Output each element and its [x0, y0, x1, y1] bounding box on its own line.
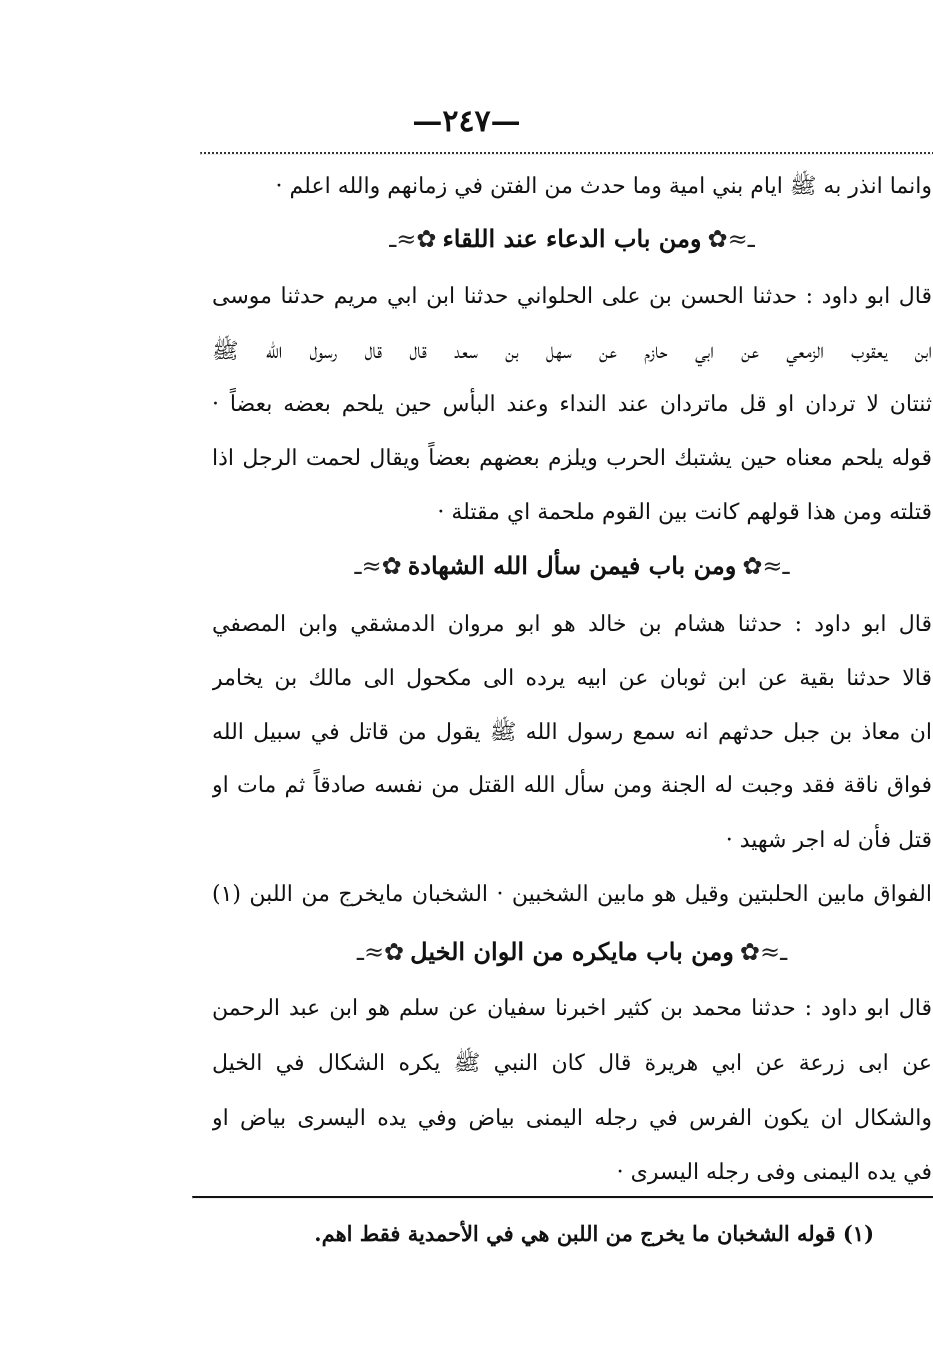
footnote: (١) قوله الشخبان ما يخرج من اللبن هي في الأحمدية فقط اهم. — [314, 1221, 874, 1246]
ornament-right-icon: ـ≈✿ — [707, 225, 755, 253]
ornament-right-icon: ـ≈✿ — [742, 552, 790, 580]
text-line: فواق ناقة فقد وجبت له الجنة ومن سأل الله القتل من نفسه صادقاً ثم مات او — [212, 773, 932, 798]
text-line: ثنتان لا تردان او قل ماتردان عند النداء وعند البأس حين يلحم بعضه بعضاً · — [212, 392, 932, 417]
section-title: ومن باب الدعاء عند اللقاء — [442, 224, 702, 253]
text-line: عن ابى زرعة عن ابي هريرة قال كان النبي ﷺ يكره الشكال في الخيل — [212, 1051, 932, 1076]
text-line: قال ابو داود : حدثنا الحسن بن على الحلواني حدثنا ابن ابي مريم حدثنا موسى — [212, 284, 932, 309]
text-line: ان معاذ بن جبل حدثهم انه سمع رسول الله ﷺ يقول من قاتل في سبيل الله — [212, 720, 932, 745]
text-line: ابن يعقوب الزمعي عن ابي حازم عن سهل بن سعد قال قال رسول الله ﷺ — [212, 339, 932, 364]
section-title: ومن باب فيمن سأل الله الشهادة — [407, 551, 737, 580]
text-line: والشكال ان يكون الفرس في رجله اليمنى بياض وفي يده اليسرى بياض او — [212, 1106, 932, 1131]
text-line: قتلته ومن هذا قولهم كانت بين القوم ملحمة اي مقتلة · — [437, 500, 932, 525]
ornament-left-icon: ✿≈ـ — [389, 225, 437, 253]
text-line: قتل فأن له اجر شهيد · — [725, 828, 932, 853]
section-heading — [212, 932, 932, 974]
section-heading — [212, 219, 932, 261]
section-title: ومن باب مايكره من الوان الخيل — [410, 937, 734, 966]
text-line: قال ابو داود : حدثنا هشام بن خالد هو ابو مروان الدمشقي وابن المصفي — [212, 612, 932, 637]
text-line: الفواق مابين الحلبتين وقيل هو مابين الشخبين · الشخبان مايخرج من اللبن (١) — [212, 882, 932, 907]
header-dotted-rule — [200, 152, 933, 155]
ornament-left-icon: ✿≈ـ — [356, 938, 405, 966]
footnote-divider — [192, 1196, 933, 1199]
text-line: قوله يلحم معناه حين يشتبك الحرب ويلزم بعضهم بعضاً ويقال لحمت الرجل اذا — [212, 446, 932, 471]
text-line: قال ابو داود : حدثنا محمد بن كثير اخبرنا سفيان عن سلم هو ابن عبد الرحمن — [212, 996, 932, 1021]
text-line: وانما انذر به ﷺ ايام بني امية وما حدث من الفتن في زمانهم والله اعلم · — [275, 174, 932, 199]
page-number: —٢٤٧— — [412, 104, 521, 139]
text-line: في يده اليمنى وفى رجله اليسرى · — [616, 1160, 932, 1185]
ornament-right-icon: ـ≈✿ — [739, 938, 788, 966]
ornament-left-icon: ✿≈ـ — [354, 552, 402, 580]
section-heading — [212, 546, 932, 588]
text-line: قالا حدثنا بقية عن ابن ثوبان عن ابيه يرده الى مكحول الى مالك بن يخامر — [212, 666, 932, 691]
